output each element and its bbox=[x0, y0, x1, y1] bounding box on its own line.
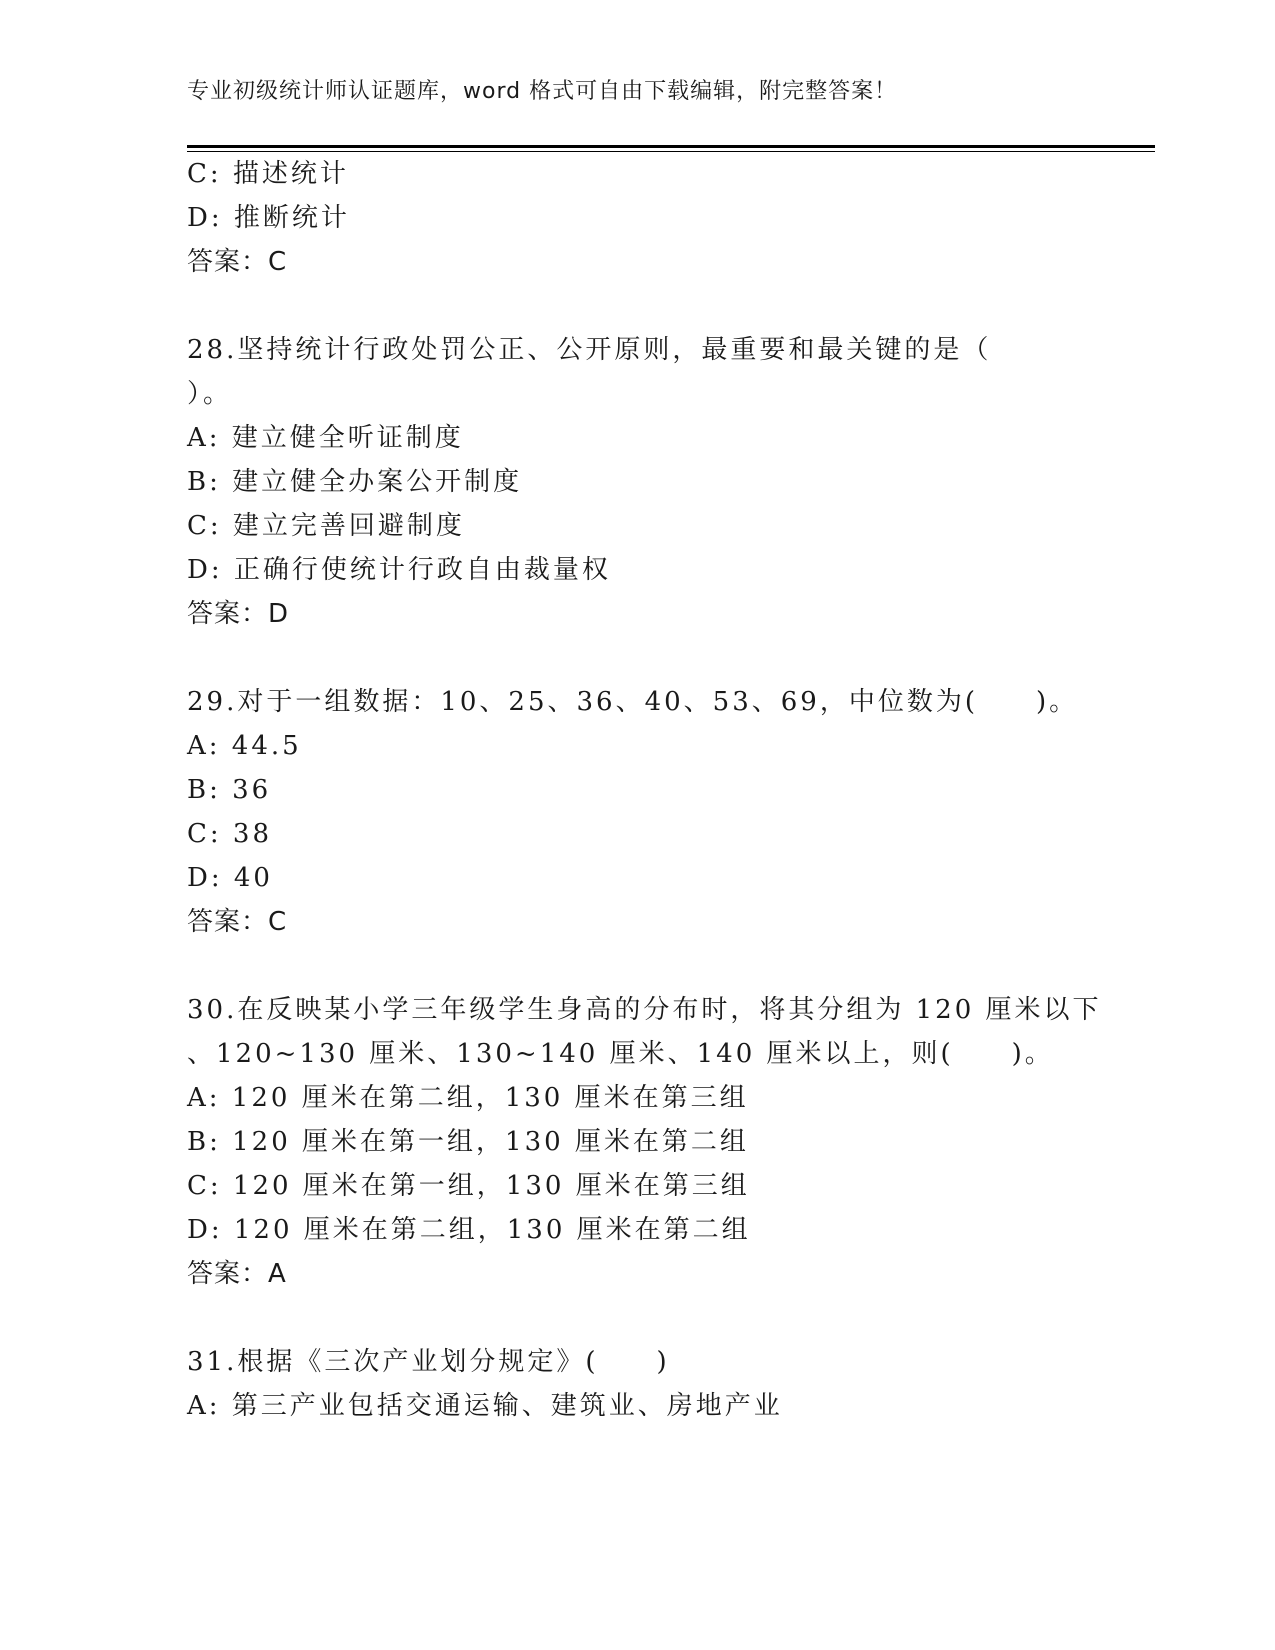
option-c: C: 120 厘米在第一组，130 厘米在第三组 bbox=[187, 1171, 750, 1201]
option-d: D: 推断统计 bbox=[187, 203, 350, 233]
option-d: D: 40 bbox=[187, 863, 273, 893]
option-c: C: 建立完善回避制度 bbox=[187, 511, 465, 541]
option-a: A: 第三产业包括交通运输、建筑业、房地产业 bbox=[187, 1391, 783, 1421]
question-30: 30.在反映某小学三年级学生身高的分布时，将其分组为 120 厘米以下 bbox=[187, 995, 1102, 1025]
question-29: 29.对于一组数据：10、25、36、40、53、69，中位数为( )。 bbox=[187, 687, 1079, 717]
option-b: B: 36 bbox=[187, 775, 272, 805]
option-a: A: 120 厘米在第二组，130 厘米在第三组 bbox=[187, 1083, 749, 1113]
option-b: B: 建立健全办案公开制度 bbox=[187, 467, 523, 497]
option-d: D: 正确行使统计行政自由裁量权 bbox=[187, 555, 611, 585]
option-a: A: 44.5 bbox=[187, 731, 302, 761]
answer: 答案：A bbox=[187, 1259, 287, 1289]
option-b: B: 120 厘米在第一组，130 厘米在第二组 bbox=[187, 1127, 749, 1157]
option-d: D: 120 厘米在第二组，130 厘米在第二组 bbox=[187, 1215, 751, 1245]
answer: 答案：C bbox=[187, 247, 288, 277]
option-c: C: 38 bbox=[187, 819, 273, 849]
option-c: C: 描述统计 bbox=[187, 159, 349, 189]
question-30-cont: 、120~130 厘米、130~140 厘米、140 厘米以上，则( )。 bbox=[187, 1039, 1054, 1069]
page-header: 专业初级统计师认证题库，word 格式可自由下载编辑，附完整答案！ bbox=[187, 79, 898, 104]
question-28-cont: ）。 bbox=[187, 379, 233, 409]
answer: 答案：C bbox=[187, 907, 288, 937]
header-rule bbox=[187, 145, 1155, 148]
option-a: A: 建立健全听证制度 bbox=[187, 423, 464, 453]
question-28: 28.坚持统计行政处罚公正、公开原则，最重要和最关键的是（ bbox=[187, 335, 992, 365]
answer: 答案：D bbox=[187, 599, 290, 629]
header-rule-thin bbox=[187, 151, 1155, 152]
question-31: 31.根据《三次产业划分规定》( ) bbox=[187, 1347, 670, 1377]
